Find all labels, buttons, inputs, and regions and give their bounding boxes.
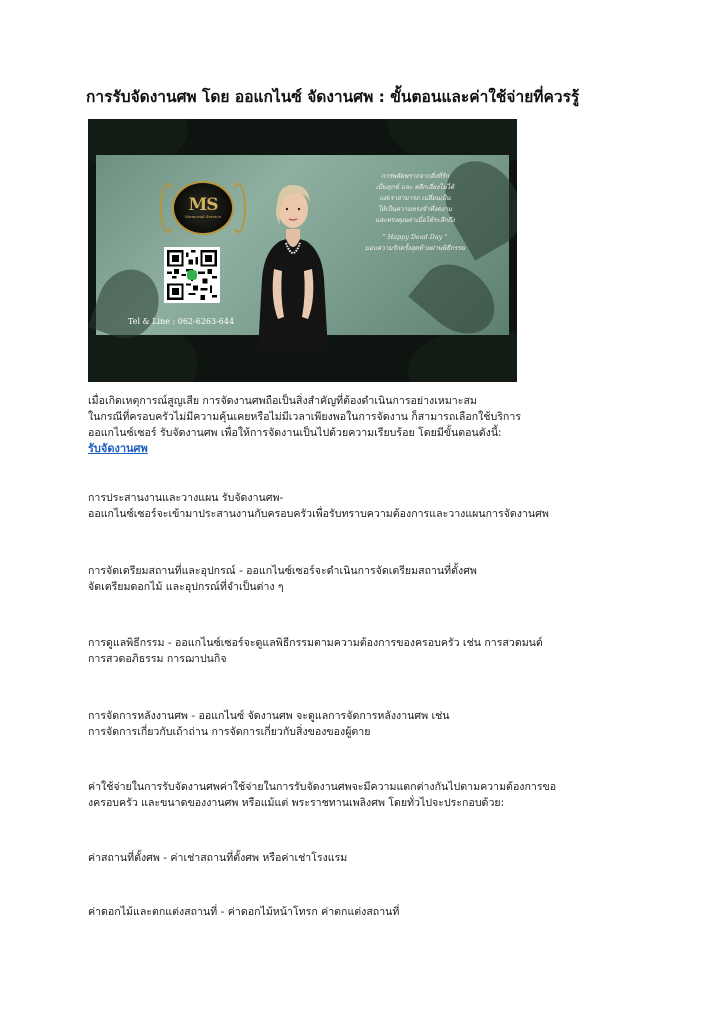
section-line: ออแกไนซ์เซอร์จะเข้ามาประสานงานกับครอบครัวเพื่อรับทราบความต้องการและวางแผนการจัดงานศพ	[88, 508, 549, 520]
section-ceremony	[88, 635, 648, 667]
section-after-funeral	[88, 708, 648, 740]
section-line: การจัดเตรียมสถานที่และอุปกรณ์ - ออแกไนซ์เซอร์จะดำเนินการจัดเตรียมสถานที่ตั้งศพ	[88, 565, 477, 577]
page-title: การรับจัดงานศพ โดย ออแกไนซ์ จัดงานศพ : ขั้นตอนและค่าใช้จ่ายที่ควรรู้	[86, 88, 580, 106]
section-costs	[88, 779, 648, 811]
intro-paragraph	[88, 393, 648, 457]
poem-line: และทรงคุณค่าเมื่อได้ระลึกถึง	[375, 216, 455, 224]
section-line: จัดเตรียมดอกไม้ และอุปกรณ์ที่จำเป็นต่าง ๆ	[88, 581, 284, 593]
logo-subtitle: Memorial Service	[185, 214, 221, 219]
poem-line: แต่เราสามารถ เปลี่ยนเป็น	[379, 194, 451, 202]
section-line: งครอบครัว และขนาดของงานศพ หรือแม้แต่ พระราชทานเพลิงศพ โดยทั่วไปจะประกอบด้วย:	[88, 797, 505, 809]
section-line: ค่าใช้จ่ายในการรับจัดงานศพค่าใช้จ่ายในการรับจัดงานศพจะมีความแตกต่างกันไปตามความต้องการขอ	[88, 781, 557, 793]
section-line: ค่าดอกไม้และตกแต่งสถานที่ - ค่าดอกไม้หน้าโทรก ค่าตกแต่งสถานที่	[88, 906, 400, 918]
poem-line: มอบความรักครั้งสุดท้ายผ่านพิธีกรรม	[364, 244, 466, 252]
hero-banner-image	[88, 119, 517, 382]
ms-logo	[172, 181, 234, 235]
intro-line: ออแกไนซ์เซอร์ รับจัดงานศพ เพื่อให้การจัดงานเป็นไปด้วยความเรียบร้อย โดยมีขั้นตอนดังนี้:	[88, 427, 502, 439]
section-venue	[88, 563, 648, 595]
section-line: ค่าสถานที่ตั้งศพ - ค่าเช่าสถานที่ตั้งศพ หรือค่าเช่าโรงแรม	[88, 852, 348, 864]
poem-line: " Happy Dead Day "	[382, 233, 448, 241]
poem-line: การพลัดพรากจากสิ่งที่รัก	[380, 172, 449, 180]
logo-mark: MS	[188, 195, 218, 215]
contact-text: Tel & Line : 062-6263-644	[128, 317, 235, 326]
poem-line: ให้เป็นความทรงจำที่งดงาม	[377, 205, 453, 213]
section-flower-cost	[88, 904, 648, 920]
intro-line: ในกรณีที่ครอบครัวไม่มีความคุ้นเคยหรือไม่มีเวลาเพียงพอในการจัดงาน ก็สามารถเลือกใช้บริการ	[88, 411, 521, 423]
section-venue-cost	[88, 850, 648, 866]
section-line: การสวดอภิธรรม การฌาปนกิจ	[88, 653, 227, 665]
section-planning	[88, 490, 648, 522]
funeral-service-link[interactable]: รับจัดงานศพ	[88, 442, 148, 455]
section-line: การดูแลพิธีกรรม - ออแกไนซ์เซอร์จะดูแลพิธีกรรมตามความต้องการของครอบครัว เช่น การสวดมนต์	[88, 637, 543, 649]
qr-code-icon	[164, 247, 220, 303]
poem-text	[350, 171, 480, 254]
person-photo	[238, 159, 348, 351]
section-line: การจัดการหลังงานศพ - ออแกไนซ์ จัดงานศพ จะดูแลการจัดการหลังงานศพ เช่น	[88, 710, 450, 722]
section-line: การประสานงานและวางแผน รับจัดงานศพ-	[88, 492, 284, 504]
intro-line: เมื่อเกิดเหตุการณ์สูญเสีย การจัดงานศพถือเป็นสิ่งสำคัญที่ต้องดำเนินการอย่างเหมาะสม	[88, 395, 477, 407]
poem-line: เป็นทุกข์ และ หลีกเลี่ยงไม่ได้	[375, 183, 455, 191]
section-line: การจัดการเกี่ยวกับเถ้าถ่าน การจัดการเกี่ยวกับสิ่งของของผู้ตาย	[88, 726, 371, 738]
